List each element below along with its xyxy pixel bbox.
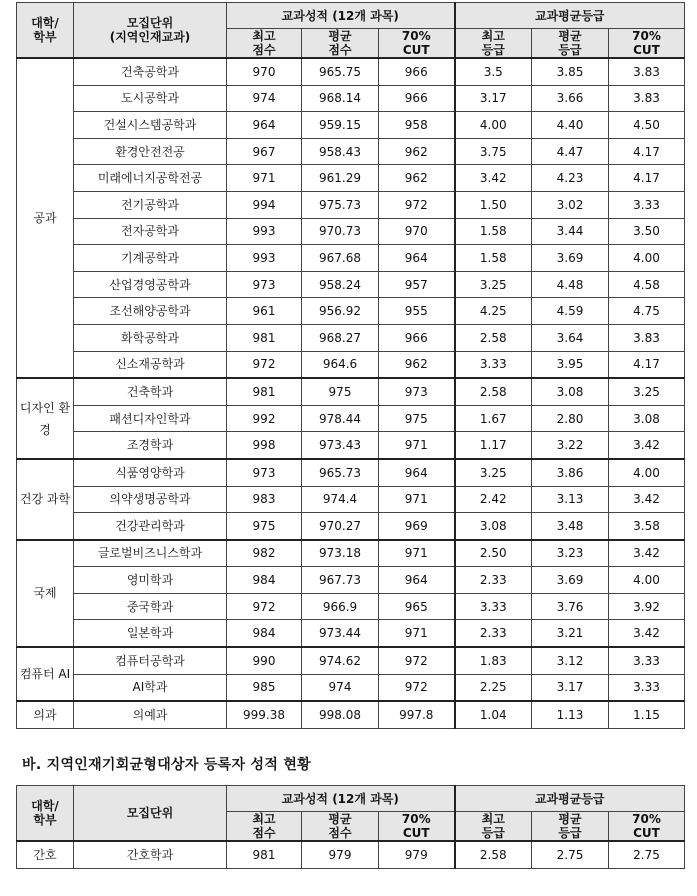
avg-grade-cell: 3.44 <box>532 218 609 245</box>
unit-cell: 기계공학과 <box>74 245 227 272</box>
avg-score-cell: 967.73 <box>302 567 379 594</box>
unit-cell: 영미학과 <box>74 567 227 594</box>
table-row <box>17 540 685 567</box>
unit-cell: 산업경영공학과 <box>74 271 227 298</box>
header-unit: 모집단위 <box>74 786 227 842</box>
college-cell: 컴퓨터 AI <box>17 647 74 701</box>
unit-cell: 건설시스템공학과 <box>74 112 227 139</box>
avg-grade-cell: 3.21 <box>532 620 609 647</box>
avg-score-cell: 958.24 <box>302 271 379 298</box>
avg-score-cell: 975 <box>302 378 379 405</box>
cut-grade-cell: 3.25 <box>609 378 685 405</box>
cut-score-cell: 962 <box>379 165 455 192</box>
table-row <box>17 191 685 218</box>
max-grade-cell: 3.25 <box>455 459 532 486</box>
max-grade-cell: 2.33 <box>455 567 532 594</box>
avg-score-cell: 964.6 <box>302 351 379 378</box>
max-grade-cell: 1.04 <box>455 701 532 728</box>
table-row <box>17 112 685 139</box>
unit-cell: 전자공학과 <box>74 218 227 245</box>
avg-score-cell: 973.43 <box>302 432 379 459</box>
max-score-cell: 999.38 <box>227 701 302 728</box>
table-row <box>17 674 685 701</box>
header-avg-score: 평균 점수 <box>302 812 379 842</box>
table-row <box>17 459 685 486</box>
header-max-grade: 최고 등급 <box>455 812 532 842</box>
unit-cell: 중국학과 <box>74 593 227 620</box>
cut-grade-cell: 4.75 <box>609 298 685 325</box>
table-row <box>17 271 685 298</box>
unit-cell: 식품영양학과 <box>74 459 227 486</box>
table-row <box>17 701 685 728</box>
avg-score-cell: 973.18 <box>302 540 379 567</box>
cut-grade-cell: 3.83 <box>609 85 685 112</box>
max-score-cell: 985 <box>227 674 302 701</box>
college-cell: 건강 과학 <box>17 459 74 540</box>
max-grade-cell: 1.17 <box>455 432 532 459</box>
table-row <box>17 486 685 513</box>
unit-cell: 글로벌비즈니스학과 <box>74 540 227 567</box>
avg-score-cell: 998.08 <box>302 701 379 728</box>
max-grade-cell: 1.83 <box>455 647 532 674</box>
max-grade-cell: 2.58 <box>455 324 532 351</box>
unit-cell: 화학공학과 <box>74 324 227 351</box>
avg-grade-cell: 3.17 <box>532 674 609 701</box>
max-score-cell: 983 <box>227 486 302 513</box>
cut-score-cell: 973 <box>379 378 455 405</box>
avg-grade-cell: 3.64 <box>532 324 609 351</box>
avg-score-cell: 973.44 <box>302 620 379 647</box>
avg-grade-cell: 3.95 <box>532 351 609 378</box>
avg-grade-cell: 3.48 <box>532 513 609 540</box>
cut-score-cell: 966 <box>379 324 455 351</box>
avg-score-cell: 974.4 <box>302 486 379 513</box>
table-row <box>17 567 685 594</box>
max-grade-cell: 3.75 <box>455 138 532 165</box>
max-score-cell: 981 <box>227 378 302 405</box>
cut-grade-cell: 3.83 <box>609 324 685 351</box>
cut-grade-cell: 3.92 <box>609 593 685 620</box>
avg-score-cell: 974 <box>302 674 379 701</box>
max-score-cell: 961 <box>227 298 302 325</box>
unit-cell: 일본학과 <box>74 620 227 647</box>
cut-score-cell: 965 <box>379 593 455 620</box>
header-cut-grade: 70% CUT <box>609 812 685 842</box>
cut-grade-cell: 3.83 <box>609 58 685 85</box>
cut-score-cell: 962 <box>379 138 455 165</box>
avg-grade-cell: 3.69 <box>532 245 609 272</box>
cut-grade-cell: 3.33 <box>609 674 685 701</box>
max-grade-cell: 4.25 <box>455 298 532 325</box>
max-score-cell: 975 <box>227 513 302 540</box>
cut-score-cell: 971 <box>379 486 455 513</box>
max-grade-cell: 3.5 <box>455 58 532 85</box>
cut-grade-cell: 4.17 <box>609 165 685 192</box>
cut-score-cell: 966 <box>379 85 455 112</box>
avg-grade-cell: 3.86 <box>532 459 609 486</box>
avg-score-cell: 966.9 <box>302 593 379 620</box>
max-grade-cell: 1.50 <box>455 191 532 218</box>
max-score-cell: 994 <box>227 191 302 218</box>
cut-grade-cell: 3.42 <box>609 486 685 513</box>
unit-cell: 조경학과 <box>74 432 227 459</box>
max-grade-cell: 2.58 <box>455 841 532 868</box>
cut-grade-cell: 3.58 <box>609 513 685 540</box>
avg-score-cell: 959.15 <box>302 112 379 139</box>
table-row <box>17 324 685 351</box>
max-grade-cell: 3.08 <box>455 513 532 540</box>
cut-score-cell: 958 <box>379 112 455 139</box>
avg-grade-cell: 1.13 <box>532 701 609 728</box>
table-row <box>17 378 685 405</box>
avg-score-cell: 965.73 <box>302 459 379 486</box>
header-college: 대학/ 학부 <box>17 786 74 842</box>
unit-cell: 패션디자인학과 <box>74 405 227 432</box>
cut-grade-cell: 4.00 <box>609 245 685 272</box>
cut-grade-cell: 3.42 <box>609 432 685 459</box>
table-row <box>17 138 685 165</box>
cut-score-cell: 964 <box>379 459 455 486</box>
table-row <box>17 351 685 378</box>
avg-grade-cell: 4.40 <box>532 112 609 139</box>
unit-cell: 컴퓨터공학과 <box>74 647 227 674</box>
max-score-cell: 982 <box>227 540 302 567</box>
max-grade-cell: 1.67 <box>455 405 532 432</box>
table-row <box>17 165 685 192</box>
max-score-cell: 981 <box>227 841 302 868</box>
unit-cell: 환경안전전공 <box>74 138 227 165</box>
cut-grade-cell: 4.58 <box>609 271 685 298</box>
max-score-cell: 993 <box>227 218 302 245</box>
max-grade-cell: 4.00 <box>455 112 532 139</box>
max-score-cell: 972 <box>227 593 302 620</box>
header-cut-score: 70% CUT <box>379 812 455 842</box>
table-row <box>17 841 685 868</box>
max-score-cell: 993 <box>227 245 302 272</box>
table-row <box>17 405 685 432</box>
cut-grade-cell: 2.75 <box>609 841 685 868</box>
cut-score-cell: 955 <box>379 298 455 325</box>
max-grade-cell: 2.42 <box>455 486 532 513</box>
table-row <box>17 647 685 674</box>
cut-grade-cell: 3.08 <box>609 405 685 432</box>
max-grade-cell: 3.17 <box>455 85 532 112</box>
avg-score-cell: 958.43 <box>302 138 379 165</box>
avg-score-cell: 970.27 <box>302 513 379 540</box>
unit-cell: 간호학과 <box>74 841 227 868</box>
max-score-cell: 981 <box>227 324 302 351</box>
avg-score-cell: 965.75 <box>302 58 379 85</box>
unit-cell: AI학과 <box>74 674 227 701</box>
section-title: 바. 지역인재기회균형대상자 등록자 성적 현황 <box>22 757 311 773</box>
max-score-cell: 974 <box>227 85 302 112</box>
cut-score-cell: 972 <box>379 647 455 674</box>
max-grade-cell: 1.58 <box>455 245 532 272</box>
cut-score-cell: 971 <box>379 540 455 567</box>
header-avg-grade: 평균 등급 <box>532 812 609 842</box>
college-cell: 의과 <box>17 701 74 728</box>
max-score-cell: 964 <box>227 112 302 139</box>
avg-score-cell: 970.73 <box>302 218 379 245</box>
avg-grade-cell: 4.48 <box>532 271 609 298</box>
unit-cell: 신소재공학과 <box>74 351 227 378</box>
unit-cell: 조선해양공학과 <box>74 298 227 325</box>
avg-score-cell: 961.29 <box>302 165 379 192</box>
unit-cell: 건축공학과 <box>74 58 227 85</box>
cut-score-cell: 971 <box>379 432 455 459</box>
max-grade-cell: 3.25 <box>455 271 532 298</box>
header-cut-grade: 70% CUT <box>609 29 685 59</box>
cut-grade-cell: 4.50 <box>609 112 685 139</box>
cut-score-cell: 964 <box>379 245 455 272</box>
cut-score-cell: 964 <box>379 567 455 594</box>
unit-cell: 의약생명공학과 <box>74 486 227 513</box>
avg-grade-cell: 4.59 <box>532 298 609 325</box>
header-subject-score-group: 교과성적 (12개 과목) <box>227 786 455 812</box>
header-subject-score-group: 교과성적 (12개 과목) <box>227 3 455 29</box>
avg-grade-cell: 2.75 <box>532 841 609 868</box>
header-average-grade-group: 교과평균등급 <box>455 786 685 812</box>
unit-cell: 의예과 <box>74 701 227 728</box>
header-college: 대학/ 학부 <box>17 3 74 59</box>
college-cell: 간호 <box>17 841 74 868</box>
cut-grade-cell: 3.33 <box>609 191 685 218</box>
cut-score-cell: 970 <box>379 218 455 245</box>
avg-grade-cell: 2.80 <box>532 405 609 432</box>
table-row <box>17 218 685 245</box>
header-avg-grade: 평균 등급 <box>532 29 609 59</box>
avg-score-cell: 968.27 <box>302 324 379 351</box>
max-score-cell: 973 <box>227 459 302 486</box>
cut-grade-cell: 4.17 <box>609 351 685 378</box>
table-row <box>17 85 685 112</box>
max-score-cell: 992 <box>227 405 302 432</box>
avg-grade-cell: 3.76 <box>532 593 609 620</box>
opportunity-admission-results-table <box>16 785 685 869</box>
avg-grade-cell: 3.69 <box>532 567 609 594</box>
max-score-cell: 967 <box>227 138 302 165</box>
cut-score-cell: 971 <box>379 620 455 647</box>
cut-score-cell: 975 <box>379 405 455 432</box>
max-score-cell: 984 <box>227 567 302 594</box>
unit-cell: 미래에너지공학전공 <box>74 165 227 192</box>
unit-cell: 전기공학과 <box>74 191 227 218</box>
avg-score-cell: 956.92 <box>302 298 379 325</box>
cut-grade-cell: 3.50 <box>609 218 685 245</box>
header-max-score: 최고 점수 <box>227 29 302 59</box>
college-cell: 공과 <box>17 58 74 378</box>
max-grade-cell: 2.58 <box>455 378 532 405</box>
cut-score-cell: 972 <box>379 191 455 218</box>
table-row <box>17 245 685 272</box>
max-score-cell: 971 <box>227 165 302 192</box>
avg-grade-cell: 3.08 <box>532 378 609 405</box>
header-max-score: 최고 점수 <box>227 812 302 842</box>
cut-score-cell: 997.8 <box>379 701 455 728</box>
avg-grade-cell: 3.22 <box>532 432 609 459</box>
unit-cell: 건축학과 <box>74 378 227 405</box>
max-score-cell: 984 <box>227 620 302 647</box>
cut-grade-cell: 4.00 <box>609 459 685 486</box>
cut-grade-cell: 1.15 <box>609 701 685 728</box>
avg-score-cell: 967.68 <box>302 245 379 272</box>
avg-score-cell: 975.73 <box>302 191 379 218</box>
avg-grade-cell: 3.02 <box>532 191 609 218</box>
cut-score-cell: 979 <box>379 841 455 868</box>
max-grade-cell: 2.33 <box>455 620 532 647</box>
avg-grade-cell: 4.23 <box>532 165 609 192</box>
header-avg-score: 평균 점수 <box>302 29 379 59</box>
admission-results-table <box>16 2 685 729</box>
table-row <box>17 620 685 647</box>
header-max-grade: 최고 등급 <box>455 29 532 59</box>
avg-grade-cell: 4.47 <box>532 138 609 165</box>
avg-grade-cell: 3.12 <box>532 647 609 674</box>
cut-score-cell: 957 <box>379 271 455 298</box>
cut-score-cell: 972 <box>379 674 455 701</box>
unit-cell: 건강관리학과 <box>74 513 227 540</box>
avg-score-cell: 979 <box>302 841 379 868</box>
max-score-cell: 972 <box>227 351 302 378</box>
max-grade-cell: 1.58 <box>455 218 532 245</box>
avg-grade-cell: 3.85 <box>532 58 609 85</box>
max-grade-cell: 2.50 <box>455 540 532 567</box>
table-row <box>17 593 685 620</box>
header-unit: 모집단위 (지역인재교과) <box>74 3 227 59</box>
cut-grade-cell: 3.42 <box>609 620 685 647</box>
avg-grade-cell: 3.13 <box>532 486 609 513</box>
header-cut-score: 70% CUT <box>379 29 455 59</box>
cut-grade-cell: 4.17 <box>609 138 685 165</box>
table-row <box>17 298 685 325</box>
cut-grade-cell: 3.42 <box>609 540 685 567</box>
cut-grade-cell: 3.33 <box>609 647 685 674</box>
avg-grade-cell: 3.66 <box>532 85 609 112</box>
max-grade-cell: 2.25 <box>455 674 532 701</box>
max-grade-cell: 3.33 <box>455 593 532 620</box>
avg-score-cell: 974.62 <box>302 647 379 674</box>
avg-score-cell: 968.14 <box>302 85 379 112</box>
max-score-cell: 998 <box>227 432 302 459</box>
max-score-cell: 973 <box>227 271 302 298</box>
avg-grade-cell: 3.23 <box>532 540 609 567</box>
college-cell: 디자인 환경 <box>17 378 74 459</box>
table-row <box>17 513 685 540</box>
max-score-cell: 970 <box>227 58 302 85</box>
header-average-grade-group: 교과평균등급 <box>455 3 685 29</box>
unit-cell: 도시공학과 <box>74 85 227 112</box>
table-row <box>17 432 685 459</box>
max-score-cell: 990 <box>227 647 302 674</box>
avg-score-cell: 978.44 <box>302 405 379 432</box>
cut-score-cell: 969 <box>379 513 455 540</box>
cut-score-cell: 962 <box>379 351 455 378</box>
table-row <box>17 58 685 85</box>
cut-score-cell: 966 <box>379 58 455 85</box>
max-grade-cell: 3.33 <box>455 351 532 378</box>
cut-grade-cell: 4.00 <box>609 567 685 594</box>
max-grade-cell: 3.42 <box>455 165 532 192</box>
college-cell: 국제 <box>17 540 74 647</box>
